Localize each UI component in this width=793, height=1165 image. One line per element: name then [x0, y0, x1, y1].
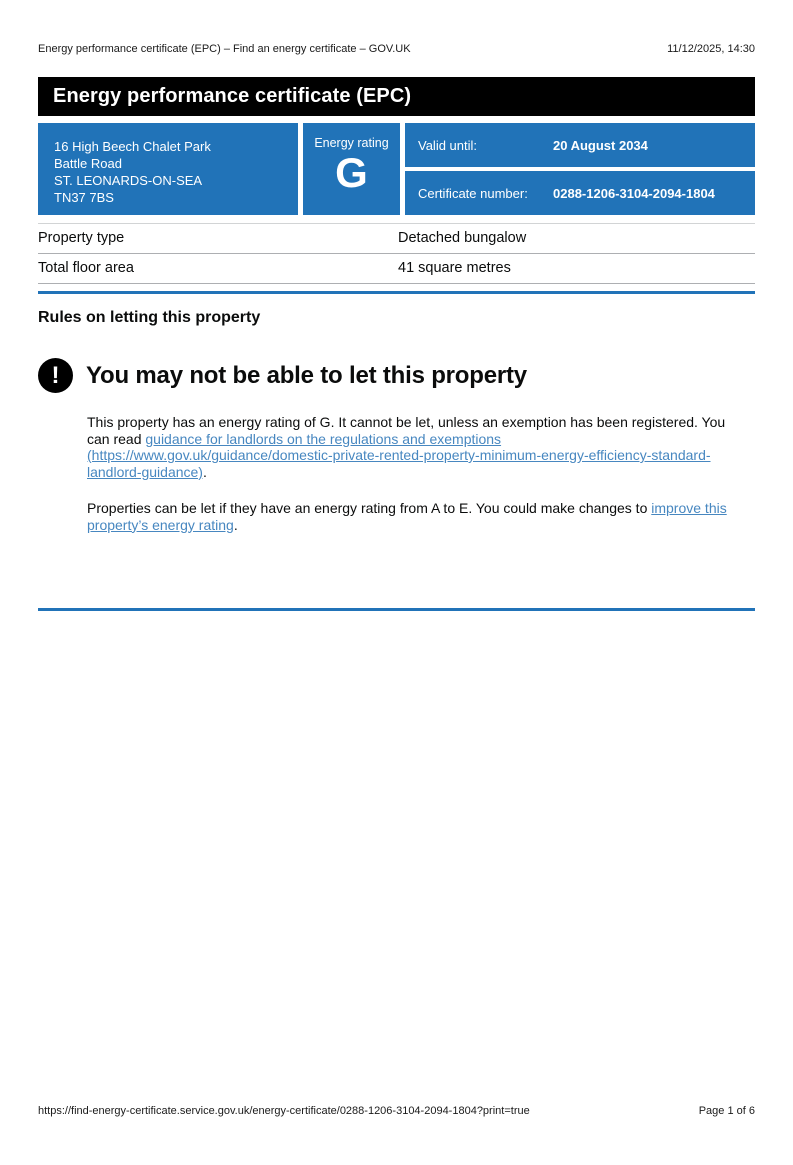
print-header-title: Energy performance certificate (EPC) – Find an energy certificate – GOV.UK: [38, 43, 411, 55]
print-footer: [38, 1105, 755, 1117]
certificate-details: [405, 123, 755, 215]
certificate-number-value: 0288-1206-3104-2094-1804: [553, 185, 715, 201]
table-row: [38, 254, 755, 284]
warning-heading: [38, 358, 755, 393]
page-title: Energy performance certificate (EPC): [53, 85, 412, 107]
print-footer-url: https://find-energy-certificate.service.gov.uk/energy-certificate/0288-1206-3104-2094-1804?print=true: [38, 1105, 530, 1117]
certificate-number-row: [405, 171, 755, 215]
energy-rating-value: G: [335, 149, 368, 196]
certificate-summary: [38, 123, 755, 215]
property-address: [38, 123, 298, 215]
address-line: TN37 7BS: [54, 190, 114, 205]
landlord-guidance-link[interactable]: guidance for landlords on the regulations and exemptions (https://www.gov.uk/guidance/domestic-private-rented-property-minimum-energy-efficiency-standard-landlord-guidance): [87, 430, 711, 480]
property-type-label: Property type: [38, 230, 125, 246]
rules-section-heading: Rules on letting this property: [38, 309, 261, 326]
warning-title: You may not be able to let this property: [86, 361, 527, 389]
address-line: Battle Road: [54, 156, 122, 171]
certificate-number-label: Certificate number:: [418, 185, 528, 201]
paragraph-text: Properties can be let if they have an energy rating from A to E. You could make changes to: [87, 500, 652, 516]
exclamation-icon: !: [38, 358, 73, 393]
property-type-value: Detached bungalow: [398, 230, 527, 246]
paragraph-text: This property has an energy rating of G. It cannot be let, unless an exemption has been registered. You can read: [87, 414, 726, 447]
address-line: ST. LEONARDS-ON-SEA: [54, 173, 203, 188]
valid-until-value: 20 August 2034: [553, 137, 648, 153]
total-floor-area-value: 41 square metres: [398, 260, 511, 276]
total-floor-area-label: Total floor area: [38, 260, 134, 276]
valid-until-label: Valid until:: [418, 137, 478, 153]
address-line: 16 High Beech Chalet Park: [54, 139, 211, 154]
paragraph-text: .: [233, 516, 238, 533]
section-divider: [38, 291, 755, 294]
valid-until-row: [405, 123, 755, 167]
page-number: Page 1 of 6: [698, 1105, 755, 1117]
energy-rating-label: Energy rating: [314, 136, 389, 150]
print-header-datetime: 11/12/2025, 14:30: [667, 43, 755, 55]
print-header: [38, 43, 755, 55]
improve-rating-link[interactable]: improve this property’s energy rating: [87, 500, 727, 533]
section-divider: [38, 608, 755, 611]
paragraph-text: .: [202, 463, 207, 480]
improve-rating-paragraph: [87, 500, 738, 533]
page-title-banner: [38, 77, 755, 116]
property-details-table: [38, 223, 755, 284]
energy-rating-box: [303, 123, 400, 215]
table-row: [38, 224, 755, 254]
letting-rules-paragraph: [87, 414, 738, 480]
